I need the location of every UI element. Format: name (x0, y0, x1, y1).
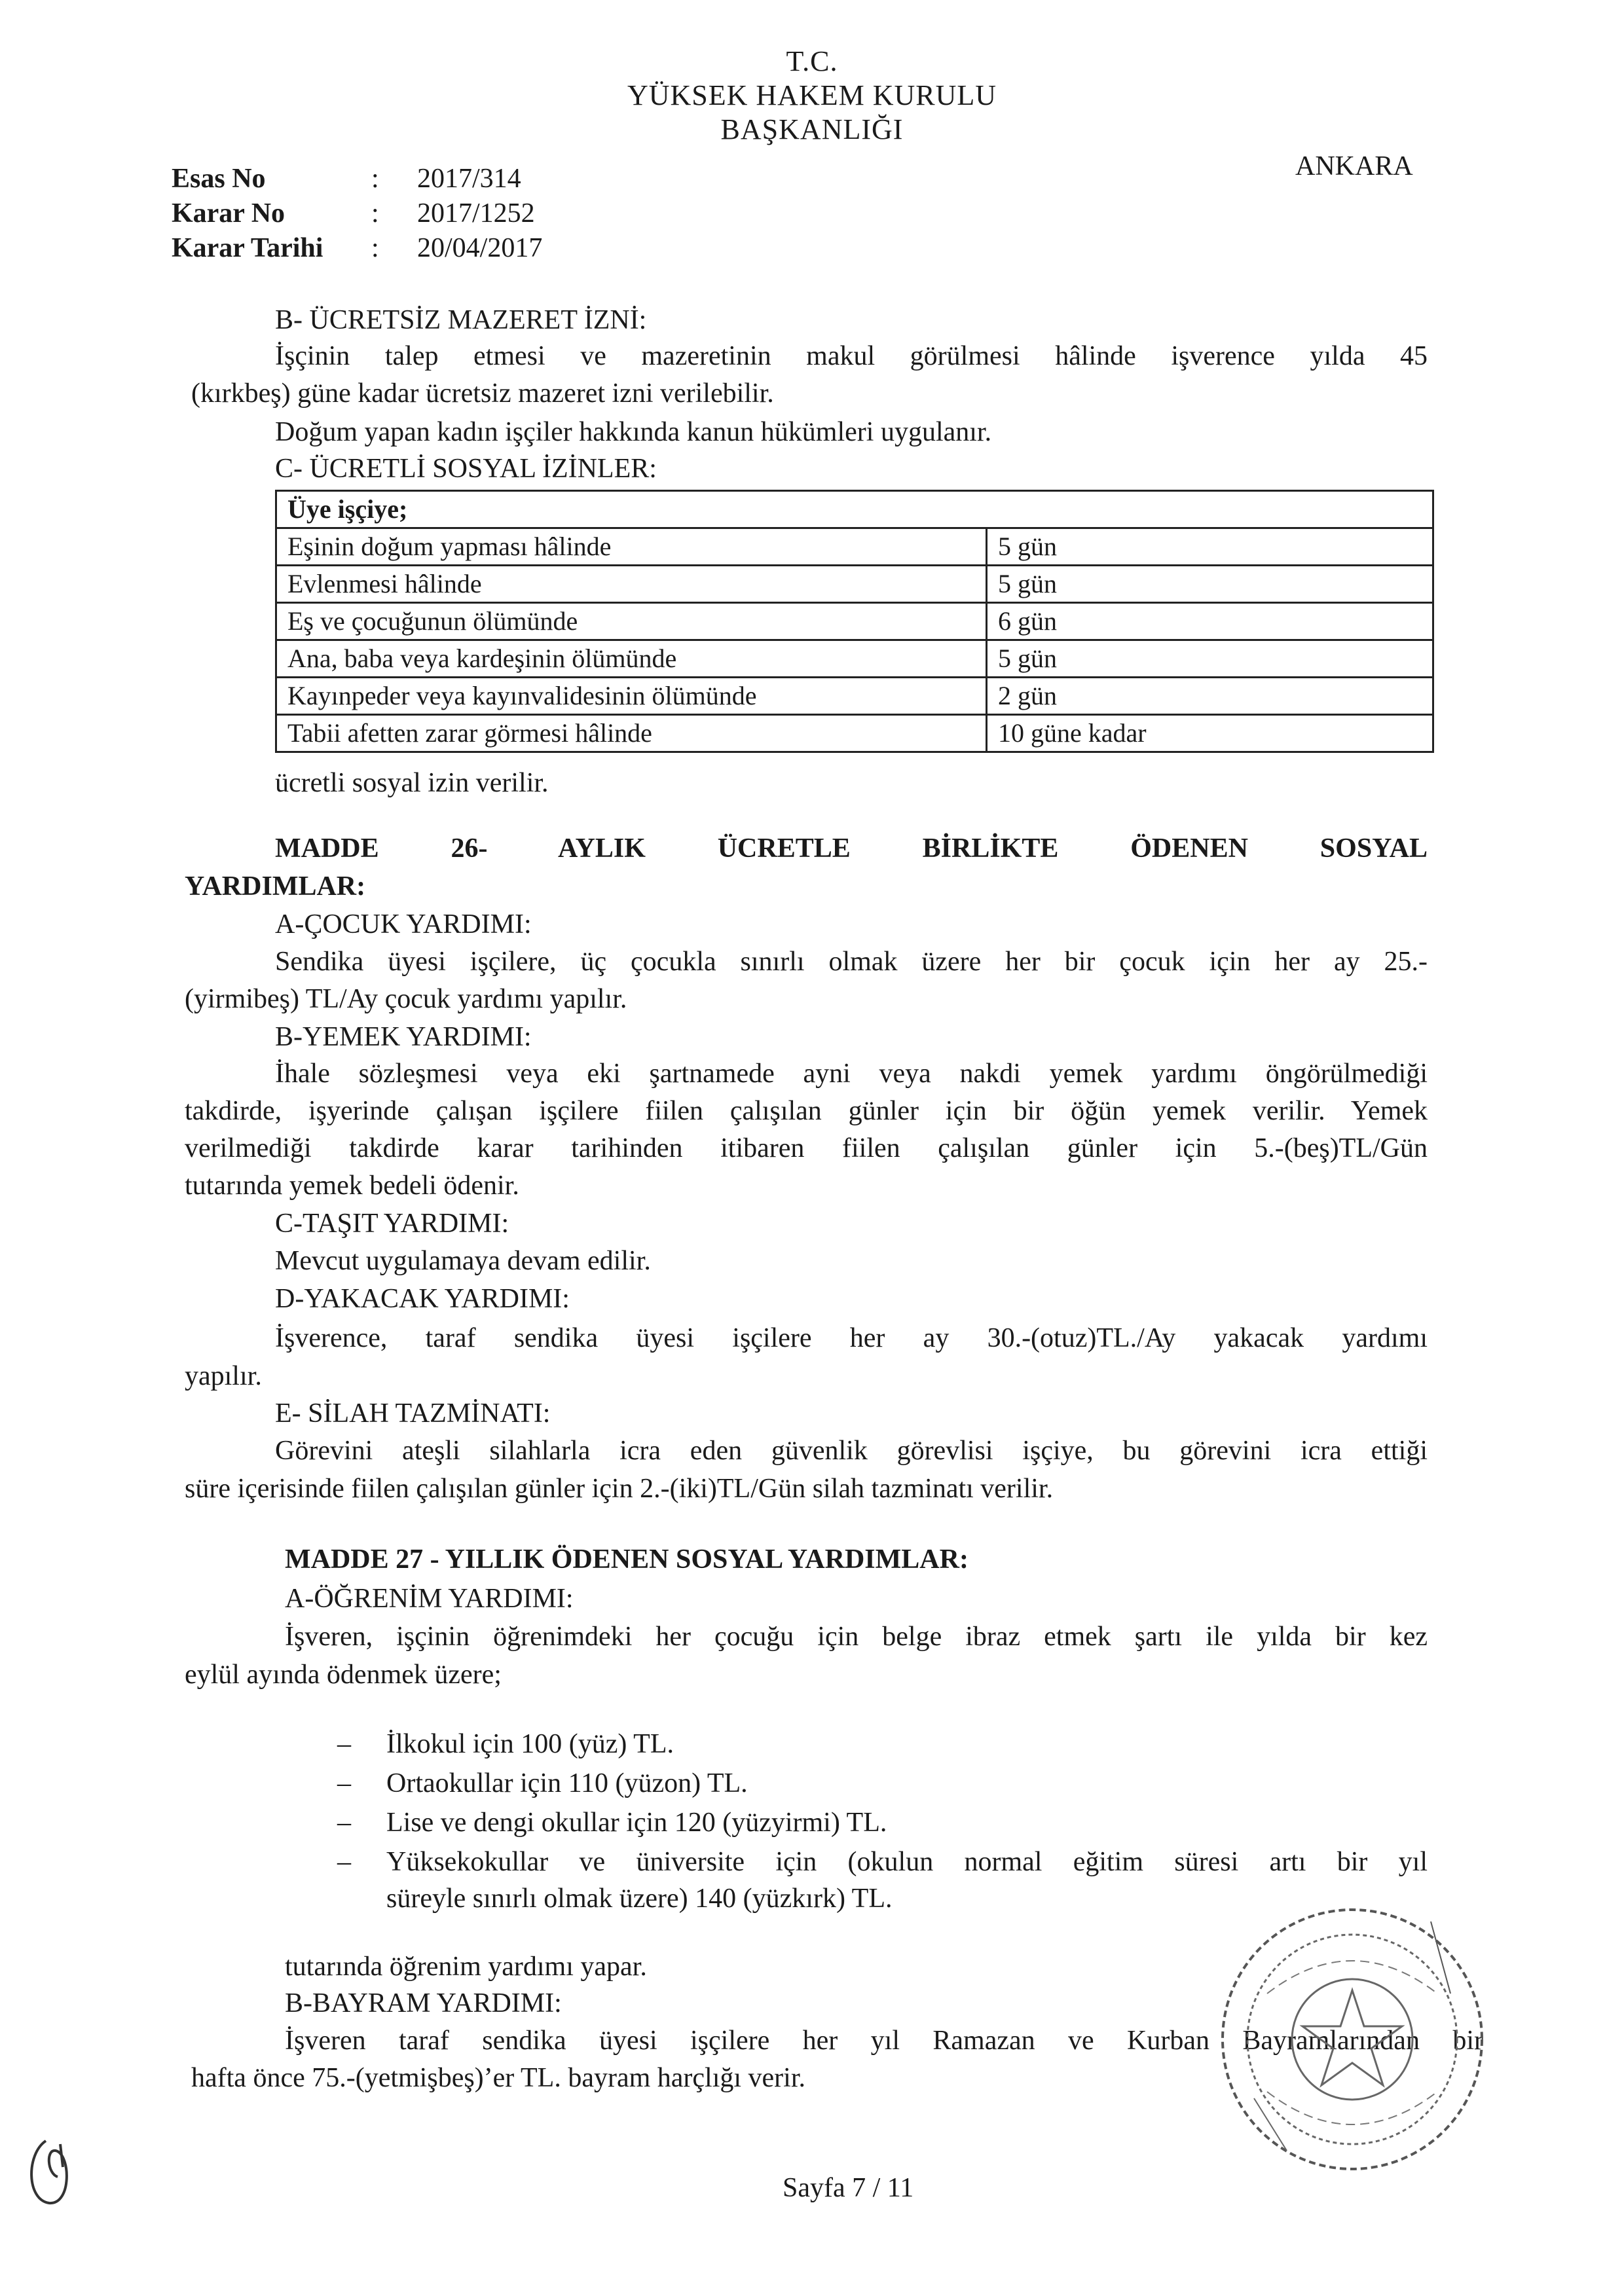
bullet-dash: – (337, 1808, 351, 1838)
madde27-a-title: A-ÖĞRENİM YARDIMI: (285, 1584, 574, 1614)
madde26-a-line1: Sendika üyesi işçilere, üç çocukla sınırlı olmak üzere her bir çocuk için her ay 25.- (275, 947, 1428, 977)
madde27-title: MADDE 27 - YILLIK ÖDENEN SOSYAL YARDIMLAR: (285, 1544, 969, 1575)
page-number: Sayfa 7 / 11 (783, 2173, 914, 2203)
tarih-value: 20/04/2017 (417, 233, 543, 263)
list-item: Lise ve dengi okullar için 120 (yüzyirmi) TL. (386, 1808, 887, 1838)
bullet-dash: – (337, 1768, 351, 1798)
section-c-footer: ücretli sosyal izin verilir. (275, 768, 549, 798)
header-baskanlik: BAŞKANLIĞI (720, 113, 904, 145)
section-b-title: B- ÜCRETSİZ MAZERET İZNİ: (275, 305, 647, 335)
madde27-b-line2: hafta önce 75.-(yetmişbeş)’er TL. bayram harçlığı verir. (191, 2063, 806, 2093)
madde26-c-line1: Mevcut uygulamaya devam edilir. (275, 1246, 651, 1276)
madde26-e-line2: süre içerisinde fiilen çalışılan günler için 2.-(iki)TL/Gün silah tazminatı verilir. (185, 1474, 1054, 1504)
madde26-d-line1: İşverence, taraf sendika üyesi işçilere her ay 30.-(otuz)TL./Ay yakacak yardımı (275, 1323, 1428, 1353)
table-row (276, 603, 1433, 640)
table-cell-label: Kayınpeder veya kayınvalidesinin ölümünde (276, 678, 987, 715)
bullet-dash: – (337, 1847, 351, 1877)
table-cell-value: 2 gün (987, 678, 1433, 715)
esas-colon: : (371, 164, 379, 194)
meta-esas (172, 165, 630, 198)
karar-colon: : (371, 198, 379, 228)
madde27-b-line1: İşveren taraf sendika üyesi işçilere her yıl Ramazan ve Kurban Bayramlarından bir (285, 2026, 1483, 2056)
madde26-title-line1: MADDE 26- AYLIK ÜCRETLE BİRLİKTE ÖDENEN SOSYAL (275, 833, 1428, 864)
meta-tarih (172, 234, 630, 267)
esas-label: Esas No (172, 164, 266, 194)
madde26-title-line2: YARDIMLAR: (185, 871, 366, 902)
meta-karar (172, 200, 630, 232)
tarih-label: Karar Tarihi (172, 233, 323, 263)
table-row (276, 528, 1433, 566)
list-item-continuation: süreyle sınırlı olmak üzere) 140 (yüzkırk) TL. (386, 1884, 893, 1914)
section-b-p1-line1: İşçinin talep etmesi ve mazeretinin makul görülmesi hâlinde işverence yılda 45 (275, 341, 1428, 371)
table-cell-value: 6 gün (987, 603, 1433, 640)
table-cell-value: 5 gün (987, 566, 1433, 603)
madde26-d-title: D-YAKACAK YARDIMI: (275, 1284, 570, 1314)
madde27-b-title: B-BAYRAM YARDIMI: (285, 1988, 562, 2018)
list-item: Ortaokullar için 110 (yüzon) TL. (386, 1768, 748, 1798)
madde26-e-title: E- SİLAH TAZMİNATI: (275, 1398, 551, 1429)
madde26-a-title: A-ÇOCUK YARDIMI: (275, 909, 532, 939)
izin-table (275, 490, 1434, 753)
section-b-p2: Doğum yapan kadın işçiler hakkında kanun hükümleri uygulanır. (275, 417, 992, 447)
tarih-colon: : (371, 233, 379, 263)
list-item: Yüksekokullar ve üniversite için (okulun normal eğitim süresi artı bir yıl (386, 1847, 1428, 1877)
table-row (276, 640, 1433, 678)
madde26-c-title: C-TAŞIT YARDIMI: (275, 1209, 509, 1239)
madde26-b-line3: verilmediği takdirde karar tarihinden itibaren fiilen çalışılan günler için 5.-(beş)TL/Gün (185, 1133, 1428, 1163)
section-c-title: C- ÜCRETLİ SOSYAL İZİNLER: (275, 454, 657, 484)
bullet-dash: – (337, 1729, 351, 1759)
madde26-e-line1: Görevini ateşli silahlarla icra eden güvenlik görevlisi işçiye, bu görevini icra ettiği (275, 1436, 1428, 1466)
esas-value: 2017/314 (417, 164, 521, 194)
table-row (276, 715, 1433, 752)
madde27-a-line2: eylül ayında ödenmek üzere; (185, 1660, 502, 1690)
karar-value: 2017/1252 (417, 198, 535, 228)
table-cell-label: Evlenmesi hâlinde (276, 566, 987, 603)
table-cell-value: 10 güne kadar (987, 715, 1433, 752)
madde26-d-line2: yapılır. (185, 1361, 262, 1391)
header-tc: T.C. (786, 45, 838, 77)
list-item: İlkokul için 100 (yüz) TL. (386, 1729, 674, 1759)
madde26-b-line2: takdirde, işyerinde çalışan işçilere fiilen çalışılan günler için bir öğün yemek verilir. Yemek (185, 1096, 1428, 1126)
header-kurul: YÜKSEK HAKEM KURULU (627, 79, 997, 111)
madde26-b-line4: tutarında yemek bedeli ödenir. (185, 1171, 519, 1201)
table-header-row (276, 491, 1433, 528)
madde26-b-title: B-YEMEK YARDIMI: (275, 1022, 532, 1052)
table-cell-value: 5 gün (987, 640, 1433, 678)
madde26-a-line2: (yirmibeş) TL/Ay çocuk yardımı yapılır. (185, 984, 627, 1014)
table-row (276, 566, 1433, 603)
section-b-p1-line2: (kırkbeş) güne kadar ücretsiz mazeret izni verilebilir. (191, 378, 774, 409)
handwritten-mark-icon (20, 2128, 85, 2213)
official-seal-icon (1215, 1902, 1490, 2177)
madde26-b-line1: İhale sözleşmesi veya eki şartnamede ayni veya nakdi yemek yardımı öngörülmediği (275, 1059, 1428, 1089)
table-cell-value: 5 gün (987, 528, 1433, 566)
table-cell-label: Eşinin doğum yapması hâlinde (276, 528, 987, 566)
table-cell-label: Ana, baba veya kardeşinin ölümünde (276, 640, 987, 678)
header-city: ANKARA (1295, 151, 1413, 181)
table-cell-label: Eş ve çocuğunun ölümünde (276, 603, 987, 640)
karar-label: Karar No (172, 198, 286, 228)
table-row (276, 678, 1433, 715)
madde27-a-footer: tutarında öğrenim yardımı yapar. (285, 1952, 647, 1982)
table-header-cell: Üye işçiye; (276, 491, 1433, 528)
madde27-a-line1: İşveren, işçinin öğrenimdeki her çocuğu için belge ibraz etmek şartı ile yılda bir kez (285, 1622, 1428, 1652)
table-cell-label: Tabii afetten zarar görmesi hâlinde (276, 715, 987, 752)
